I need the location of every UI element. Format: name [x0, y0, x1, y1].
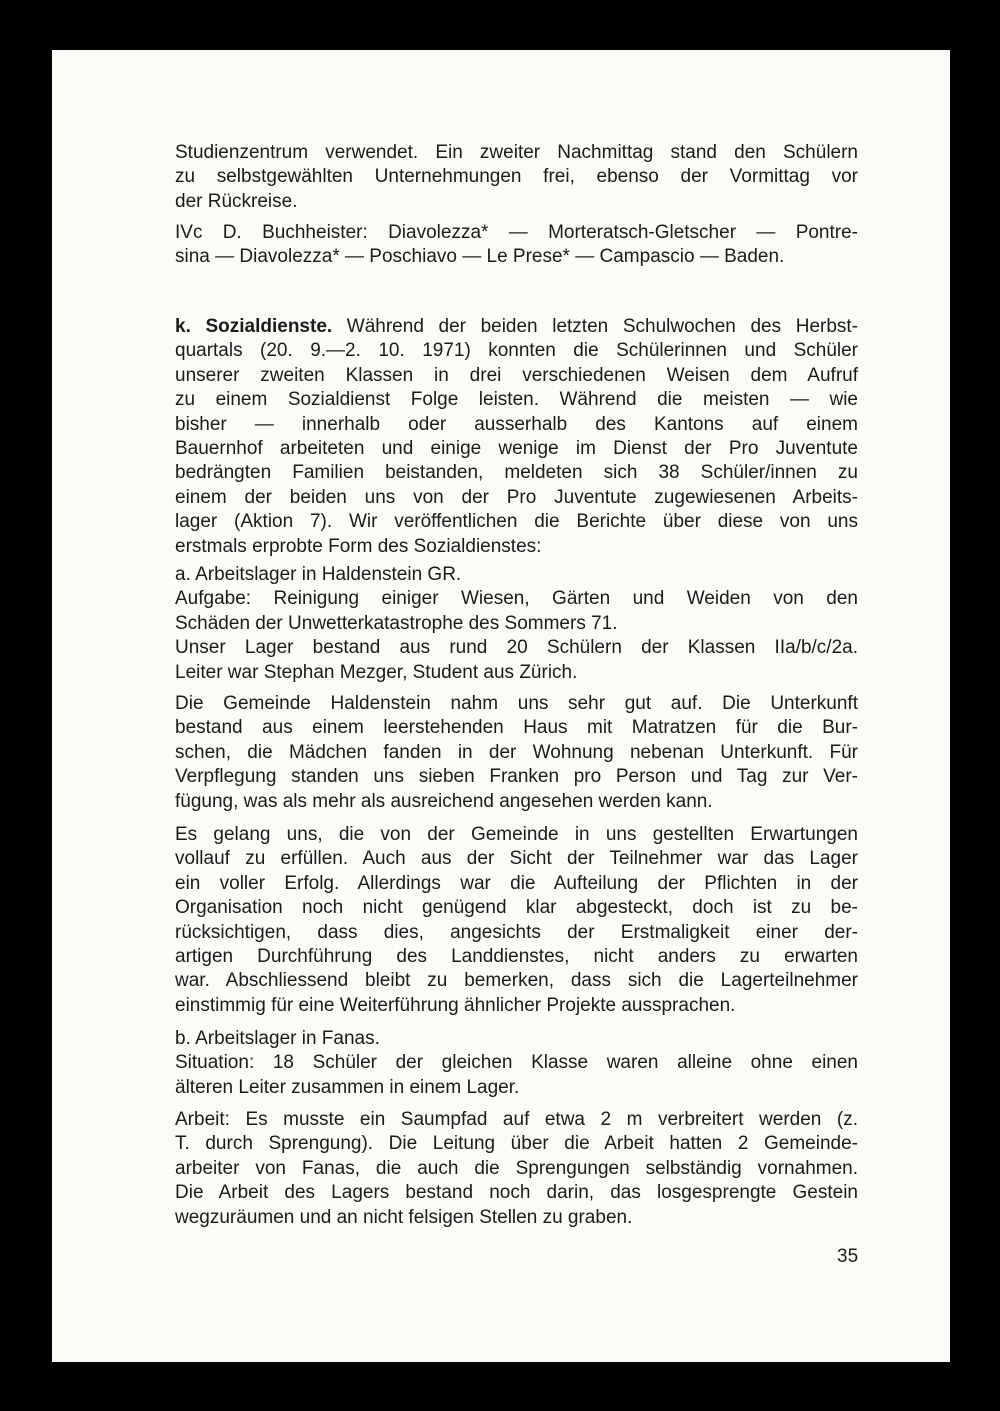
text-line: bisher — innerhalb oder ausserhalb des Kantons auf einem	[175, 413, 858, 435]
text-line: wegzuräumen und an nicht felsigen Stellen zu graben.	[175, 1206, 633, 1228]
text-line	[175, 315, 858, 339]
text-line: Leiter war Stephan Mezger, Student aus Zürich.	[175, 661, 578, 683]
text-line: sina — Diavolezza* — Poschiavo — Le Prese* — Campascio — Baden.	[175, 246, 785, 268]
text-line: Die Gemeinde Haldenstein nahm uns sehr gut auf. Die Unterkunft	[175, 693, 858, 714]
text-line-content: Während der beiden letzten Schulwochen des Herbst-	[332, 316, 859, 337]
text-line: Es gelang uns, die von der Gemeinde in uns gestellten Erwartungen	[175, 824, 858, 845]
paragraph	[175, 587, 858, 636]
text-line: lager (Aktion 7). Wir veröffentlichen die Berichte über diese von uns	[175, 511, 858, 533]
text-line: der Rückreise.	[175, 190, 298, 212]
text-line: Unser Lager bestand aus rund 20 Schülern der Klassen IIa/b/c/2a.	[175, 637, 858, 659]
text-line: a. Arbeitslager in Haldenstein GR.	[175, 564, 462, 585]
text-line: Verpflegung standen uns sieben Franken pro Person und Tag zur Ver-	[175, 766, 858, 788]
text-line: T. durch Sprengung). Die Leitung über die Arbeit hatten 2 Gemeinde-	[175, 1133, 858, 1155]
text-line: arbeiter von Fanas, die auch die Sprengungen selbständig vornahmen.	[175, 1157, 858, 1179]
paragraph	[175, 692, 858, 814]
text-block	[175, 1108, 858, 1230]
text-line: Situation: 18 Schüler der gleichen Klasse waren alleine ohne einen	[175, 1052, 858, 1074]
paragraph	[175, 823, 858, 1018]
text-line: bestand aus einem leerstehenden Haus mit Matratzen für die Bur-	[175, 717, 858, 739]
text-line: bedrängten Familien beistanden, meldeten sich 38 Schüler/innen zu	[175, 462, 858, 484]
text-line: erstmals erprobte Form des Sozialdienstes:	[175, 535, 542, 557]
text-line: artigen Durchführung des Landdienstes, nicht anders zu erwarten	[175, 945, 858, 967]
text-line: IVc D. Buchheister: Diavolezza* — Morteratsch-Gletscher — Pontre-	[175, 222, 858, 243]
text-line: Studienzentrum verwendet. Ein zweiter Nachmittag stand den Schülern	[175, 142, 858, 163]
paragraph	[175, 221, 858, 270]
text-line: fügung, was als mehr als ausreichend angesehen werden kann.	[175, 790, 713, 812]
text-block	[175, 141, 858, 214]
text-line: Die Arbeit des Lagers bestand noch darin, das losgesprengte Gestein	[175, 1182, 858, 1204]
paragraph	[175, 315, 858, 559]
text-line: einem der beiden uns von der Pro Juventute zugewiesenen Arbeits-	[175, 486, 858, 508]
text-line: zu einem Sozialdienst Folge leisten. Während die meisten — wie	[175, 389, 858, 411]
section-sozialdienste	[175, 315, 858, 559]
text-line: b. Arbeitslager in Fanas.	[175, 1028, 380, 1049]
paragraph	[175, 1051, 858, 1100]
paragraph	[175, 636, 858, 685]
text-block	[175, 221, 858, 270]
text-block	[175, 563, 858, 685]
document-page	[52, 50, 950, 1362]
text-line: Organisation noch nicht genügend klar abgesteckt, doch ist zu be-	[175, 897, 858, 919]
text-line: älteren Leiter zusammen in einem Lager.	[175, 1076, 520, 1098]
text-line: unserer zweiten Klassen in drei verschiedenen Weisen dem Aufruf	[175, 364, 858, 386]
text-line: Bauernhof arbeiteten und einige wenige im Dienst der Pro Juventute	[175, 437, 858, 459]
text-block	[175, 823, 858, 1018]
text-line: einstimmig für eine Weiterführung ähnlicher Projekte aussprachen.	[175, 994, 736, 1016]
text-line: war. Abschliessend bleibt zu bemerken, dass sich die Lagerteilnehmer	[175, 970, 858, 992]
text-line: ein voller Erfolg. Allerdings war die Aufteilung der Pflichten in der	[175, 872, 858, 894]
paragraph	[175, 1027, 858, 1051]
text-line: rücksichtigen, dass dies, angesichts der Erstmaligkeit einer der-	[175, 921, 858, 943]
text-line: schen, die Mädchen fanden in der Wohnung nebenan Unterkunft. Für	[175, 741, 858, 763]
section-heading: k. Sozialdienste.	[175, 316, 333, 337]
page-number: 35	[837, 1246, 859, 1267]
text-line: quartals (20. 9.—2. 10. 1971) konnten die Schülerinnen und Schüler	[175, 340, 858, 362]
paragraph	[175, 563, 858, 587]
text-line: vollauf zu erfüllen. Auch aus der Sicht der Teilnehmer war das Lager	[175, 848, 858, 870]
text-block	[175, 692, 858, 814]
paragraph	[175, 141, 858, 214]
text-line: Aufgabe: Reinigung einiger Wiesen, Gärten und Weiden von den	[175, 588, 858, 610]
text-line: Arbeit: Es musste ein Saumpfad auf etwa 2 m verbreitert werden (z.	[175, 1109, 858, 1130]
paragraph	[175, 1108, 858, 1230]
text-line: Schäden der Unwetterkatastrophe des Sommers 71.	[175, 612, 618, 634]
text-block	[175, 1027, 858, 1100]
text-line: zu selbstgewählten Unternehmungen frei, ebenso der Vormittag vor	[175, 166, 858, 188]
